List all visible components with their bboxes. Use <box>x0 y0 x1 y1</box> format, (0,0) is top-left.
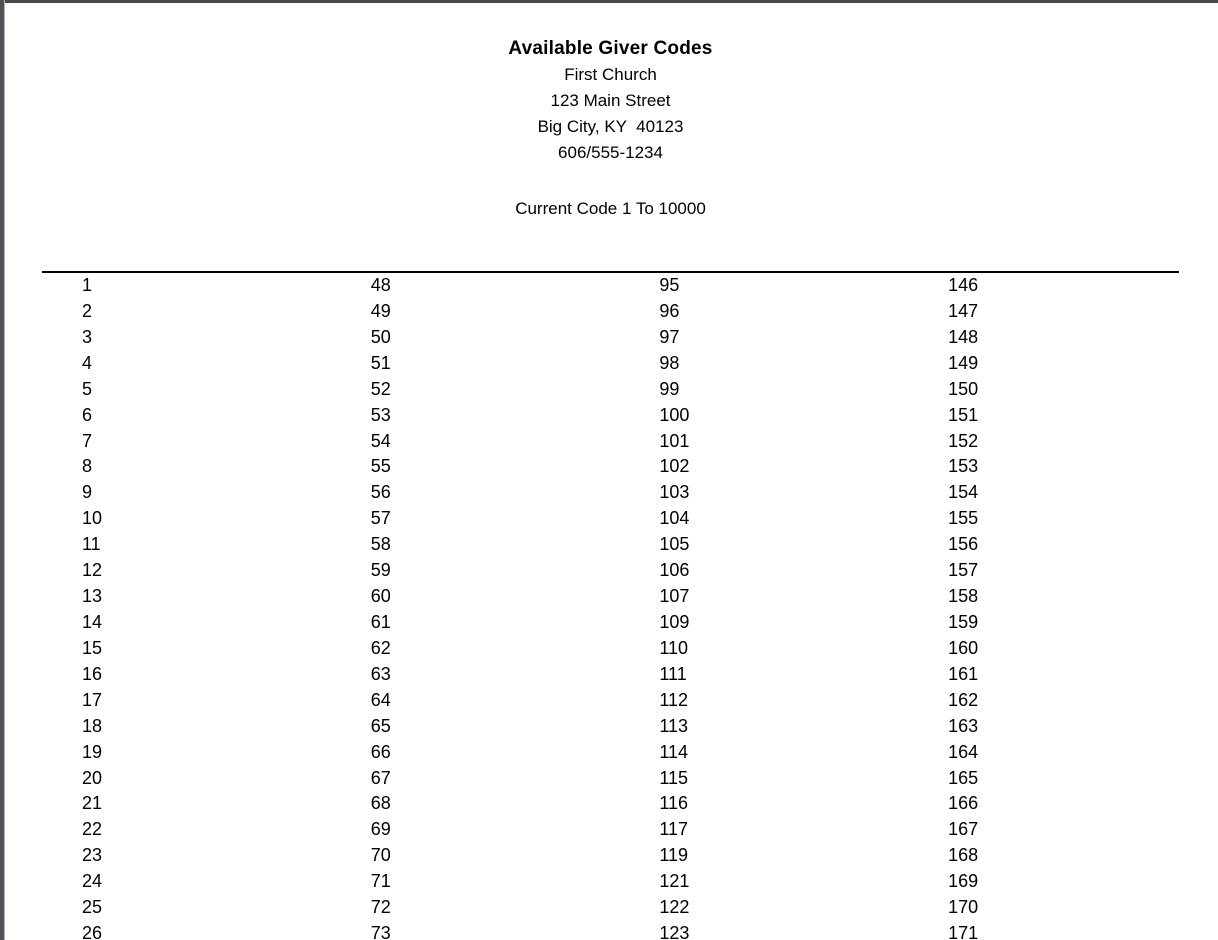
code-cell: 96 <box>659 300 680 321</box>
code-cell: 12 <box>82 560 103 581</box>
code-cell: 100 <box>659 404 690 425</box>
code-cell: 146 <box>948 275 979 295</box>
code-cell: 123 <box>659 923 690 940</box>
code-cell: 5 <box>82 378 93 399</box>
code-cell: 54 <box>370 430 391 451</box>
code-cell: 156 <box>948 534 979 555</box>
code-cell: 17 <box>82 689 103 710</box>
code-cell: 102 <box>659 456 690 477</box>
code-cell: 151 <box>948 404 979 425</box>
code-range-label: Current Code 1 To 10000 <box>515 199 706 218</box>
code-cell: 8 <box>82 456 93 477</box>
code-cell: 155 <box>948 508 979 529</box>
code-cell: 157 <box>948 560 979 581</box>
code-cell: 153 <box>948 456 979 477</box>
code-cell: 101 <box>659 430 690 451</box>
code-cell: 170 <box>948 897 979 918</box>
code-cell: 69 <box>370 819 391 840</box>
code-cell: 165 <box>948 767 979 788</box>
code-cell: 121 <box>659 871 690 892</box>
code-cell: 109 <box>659 611 690 632</box>
code-cell: 171 <box>948 923 979 940</box>
code-cell: 97 <box>659 326 680 347</box>
code-cell: 68 <box>370 793 391 814</box>
code-cell: 95 <box>659 275 680 295</box>
code-cell: 4 <box>82 352 93 373</box>
code-cell: 103 <box>659 482 690 503</box>
code-cell: 24 <box>82 871 103 892</box>
code-cell: 167 <box>948 819 979 840</box>
code-cell: 64 <box>370 689 391 710</box>
code-cell: 26 <box>82 923 103 940</box>
code-cell: 48 <box>370 275 391 295</box>
code-cell: 16 <box>82 663 103 684</box>
code-cell: 169 <box>948 871 979 892</box>
code-cell: 52 <box>370 378 391 399</box>
code-cell: 22 <box>82 819 103 840</box>
code-cell: 105 <box>659 534 690 555</box>
available-codes-table <box>42 273 1197 940</box>
code-cell: 166 <box>948 793 979 814</box>
code-cell: 59 <box>370 560 391 581</box>
address-line-1: 123 Main Street <box>550 91 671 110</box>
code-cell: 115 <box>659 767 689 788</box>
code-cell: 99 <box>659 378 680 399</box>
code-cell: 51 <box>370 352 391 373</box>
codes-column <box>908 273 1197 940</box>
code-cell: 112 <box>659 689 689 710</box>
code-cell: 104 <box>659 508 690 529</box>
code-cell: 18 <box>82 715 103 736</box>
code-cell: 20 <box>82 767 103 788</box>
code-cell: 72 <box>370 897 391 918</box>
code-cell: 23 <box>82 845 103 866</box>
code-cell: 154 <box>948 482 979 503</box>
code-cell: 122 <box>659 897 690 918</box>
code-cell: 6 <box>82 404 93 425</box>
code-cell: 60 <box>370 586 391 607</box>
code-cell: 10 <box>82 508 103 529</box>
code-cell: 49 <box>370 300 391 321</box>
code-cell: 53 <box>370 404 391 425</box>
window-left-border <box>0 0 5 940</box>
code-cell: 71 <box>370 871 391 892</box>
code-cell: 106 <box>659 560 690 581</box>
phone-number: 606/555-1234 <box>558 143 663 162</box>
org-name: First Church <box>564 65 657 84</box>
code-cell: 25 <box>82 897 103 918</box>
address-line-2: Big City, KY 40123 <box>537 117 684 136</box>
code-cell: 116 <box>659 793 689 814</box>
code-cell: 55 <box>370 456 391 477</box>
code-cell: 62 <box>370 637 391 658</box>
code-cell: 57 <box>370 508 391 529</box>
code-cell: 2 <box>82 300 93 321</box>
code-cell: 67 <box>370 767 391 788</box>
code-cell: 7 <box>82 430 93 451</box>
code-cell: 13 <box>82 586 103 607</box>
code-cell: 11 <box>82 534 101 555</box>
code-cell: 113 <box>659 715 689 736</box>
code-cell: 107 <box>659 586 690 607</box>
code-cell: 9 <box>82 482 93 503</box>
code-cell: 61 <box>370 611 391 632</box>
code-cell: 158 <box>948 586 979 607</box>
code-cell: 56 <box>370 482 391 503</box>
code-cell: 114 <box>659 741 689 762</box>
codes-column <box>331 273 620 940</box>
code-cell: 119 <box>659 845 689 866</box>
code-cell: 73 <box>370 923 391 940</box>
window-top-border <box>0 0 1218 3</box>
code-cell: 70 <box>370 845 391 866</box>
code-cell: 19 <box>82 741 103 762</box>
code-cell: 110 <box>659 637 689 658</box>
code-cell: 117 <box>659 819 689 840</box>
code-cell: 1 <box>82 275 93 295</box>
code-cell: 148 <box>948 326 979 347</box>
code-cell: 111 <box>659 663 687 684</box>
code-cell: 98 <box>659 352 680 373</box>
code-cell: 14 <box>82 611 103 632</box>
code-cell: 161 <box>948 663 979 684</box>
codes-column <box>619 273 908 940</box>
code-cell: 168 <box>948 845 979 866</box>
code-cell: 163 <box>948 715 979 736</box>
report-header <box>42 36 1179 222</box>
code-cell: 15 <box>82 637 103 658</box>
codes-column <box>42 273 331 940</box>
code-cell: 149 <box>948 352 979 373</box>
code-cell: 147 <box>948 300 979 321</box>
code-cell: 65 <box>370 715 391 736</box>
code-cell: 58 <box>370 534 391 555</box>
code-cell: 159 <box>948 611 979 632</box>
report-title: Available Giver Codes <box>508 38 713 59</box>
code-cell: 160 <box>948 637 979 658</box>
code-cell: 152 <box>948 430 979 451</box>
code-cell: 50 <box>370 326 391 347</box>
code-cell: 63 <box>370 663 391 684</box>
code-cell: 21 <box>82 793 103 814</box>
code-cell: 150 <box>948 378 979 399</box>
code-cell: 164 <box>948 741 979 762</box>
code-cell: 66 <box>370 741 391 762</box>
code-cell: 3 <box>82 326 93 347</box>
code-cell: 162 <box>948 689 979 710</box>
